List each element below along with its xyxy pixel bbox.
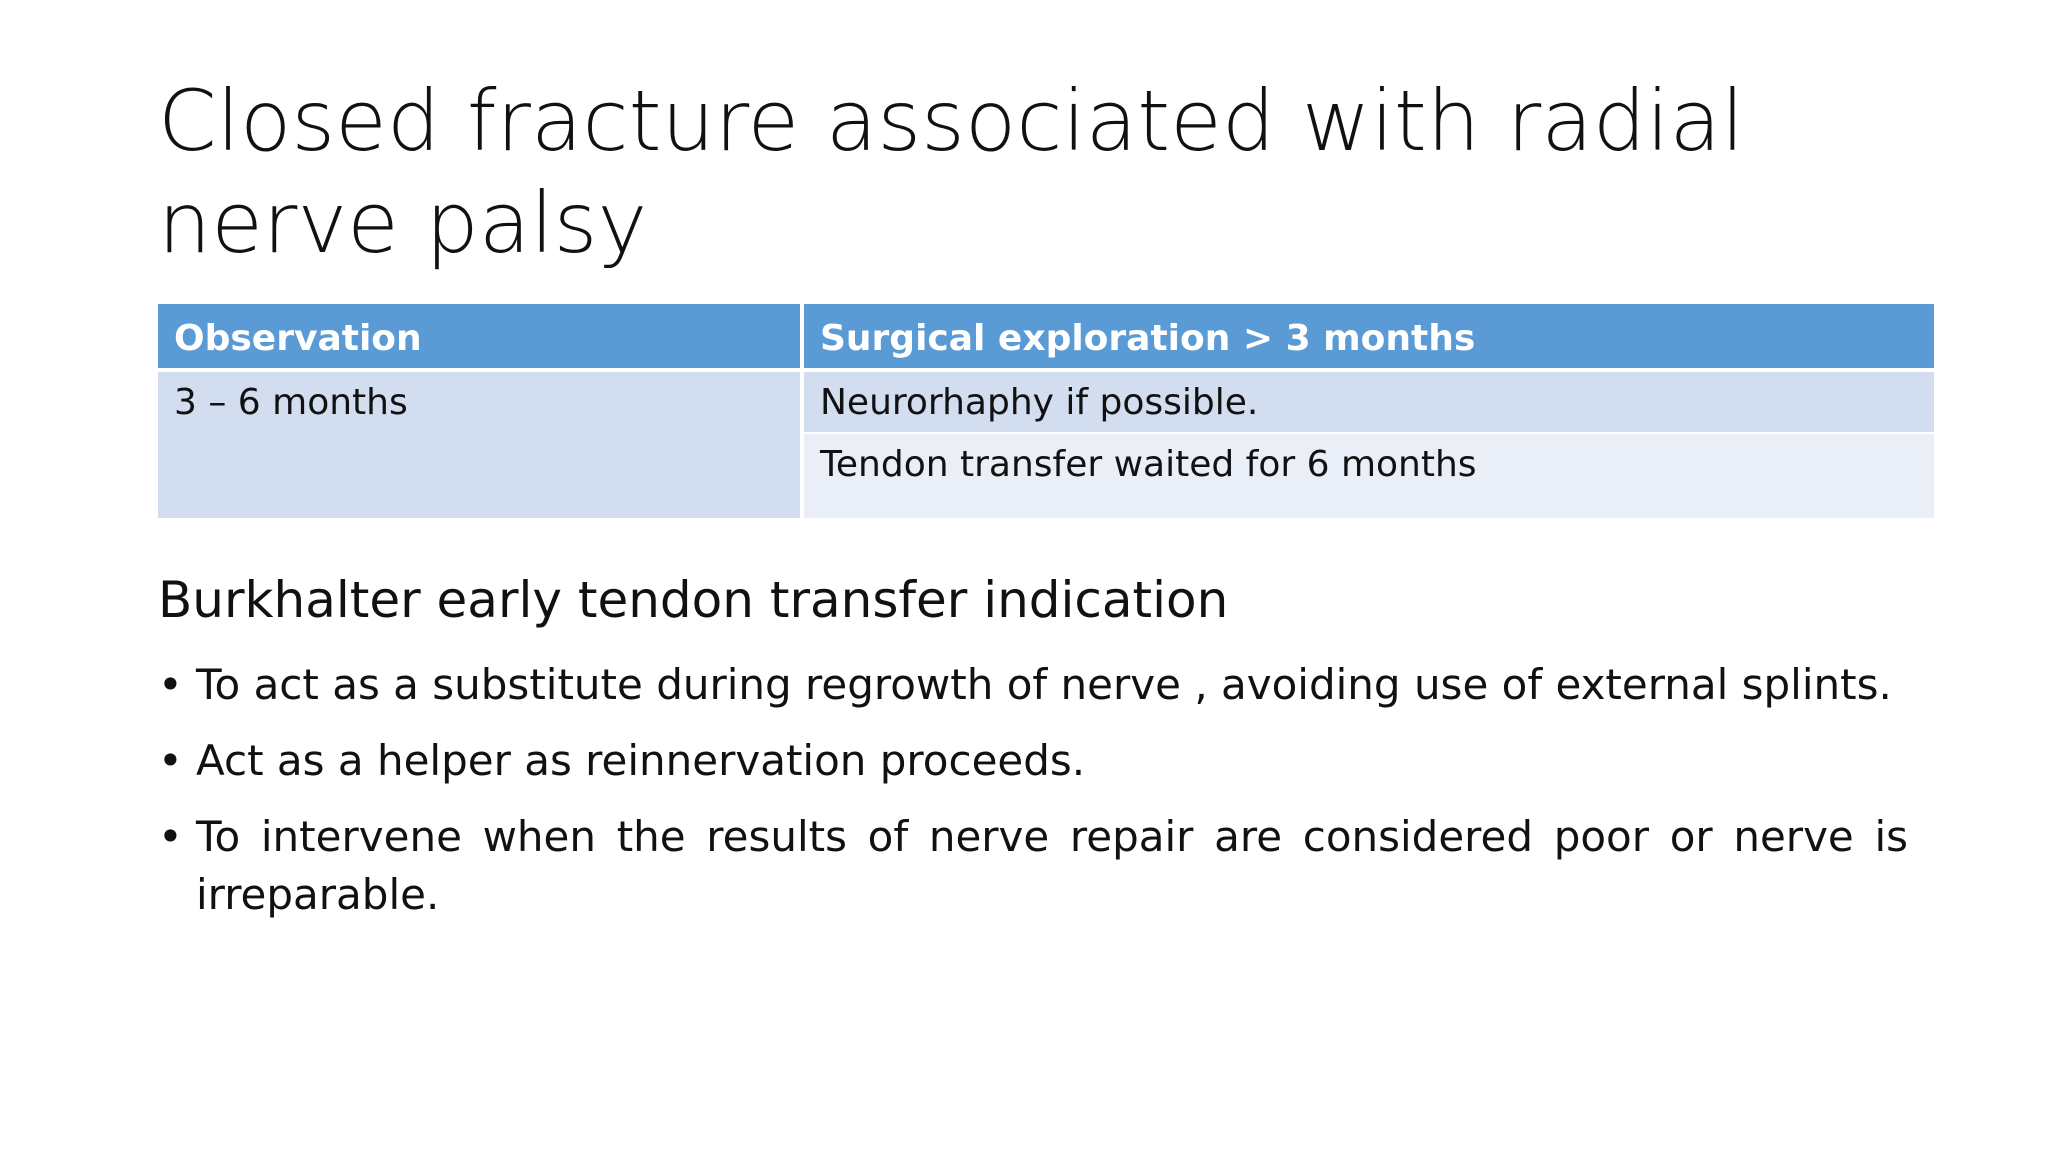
bullet-text: To intervene when the results of nerve repair are considered poor or nerve is irreparable. [196,812,1908,919]
header-surgical-exploration: Surgical exploration > 3 months [804,304,1934,368]
list-item [158,656,1908,714]
bullet-list [158,656,1908,942]
cell-observation-duration: 3 – 6 months [158,368,804,518]
list-item [158,732,1908,790]
bullet-text: To act as a substitute during regrowth of nerve , avoiding use of external splints. [196,660,1892,709]
cell-tendon-transfer: Tendon transfer waited for 6 months [804,434,1934,518]
slide-title: Closed fracture associated with radial nerve palsy [158,72,1745,272]
bullet-icon: • [158,812,183,861]
cell-neurorhaphy: Neurorhaphy if possible. [804,368,1934,434]
list-item [158,808,1908,924]
header-observation: Observation [158,304,804,368]
bullet-icon: • [158,736,183,785]
comparison-table [158,304,1934,518]
bullet-icon: • [158,660,183,709]
subheading: Burkhalter early tendon transfer indication [158,571,1229,629]
table-row [158,368,1934,434]
bullet-text: Act as a helper as reinnervation proceeds. [196,736,1086,785]
table-header-row [158,304,1934,368]
